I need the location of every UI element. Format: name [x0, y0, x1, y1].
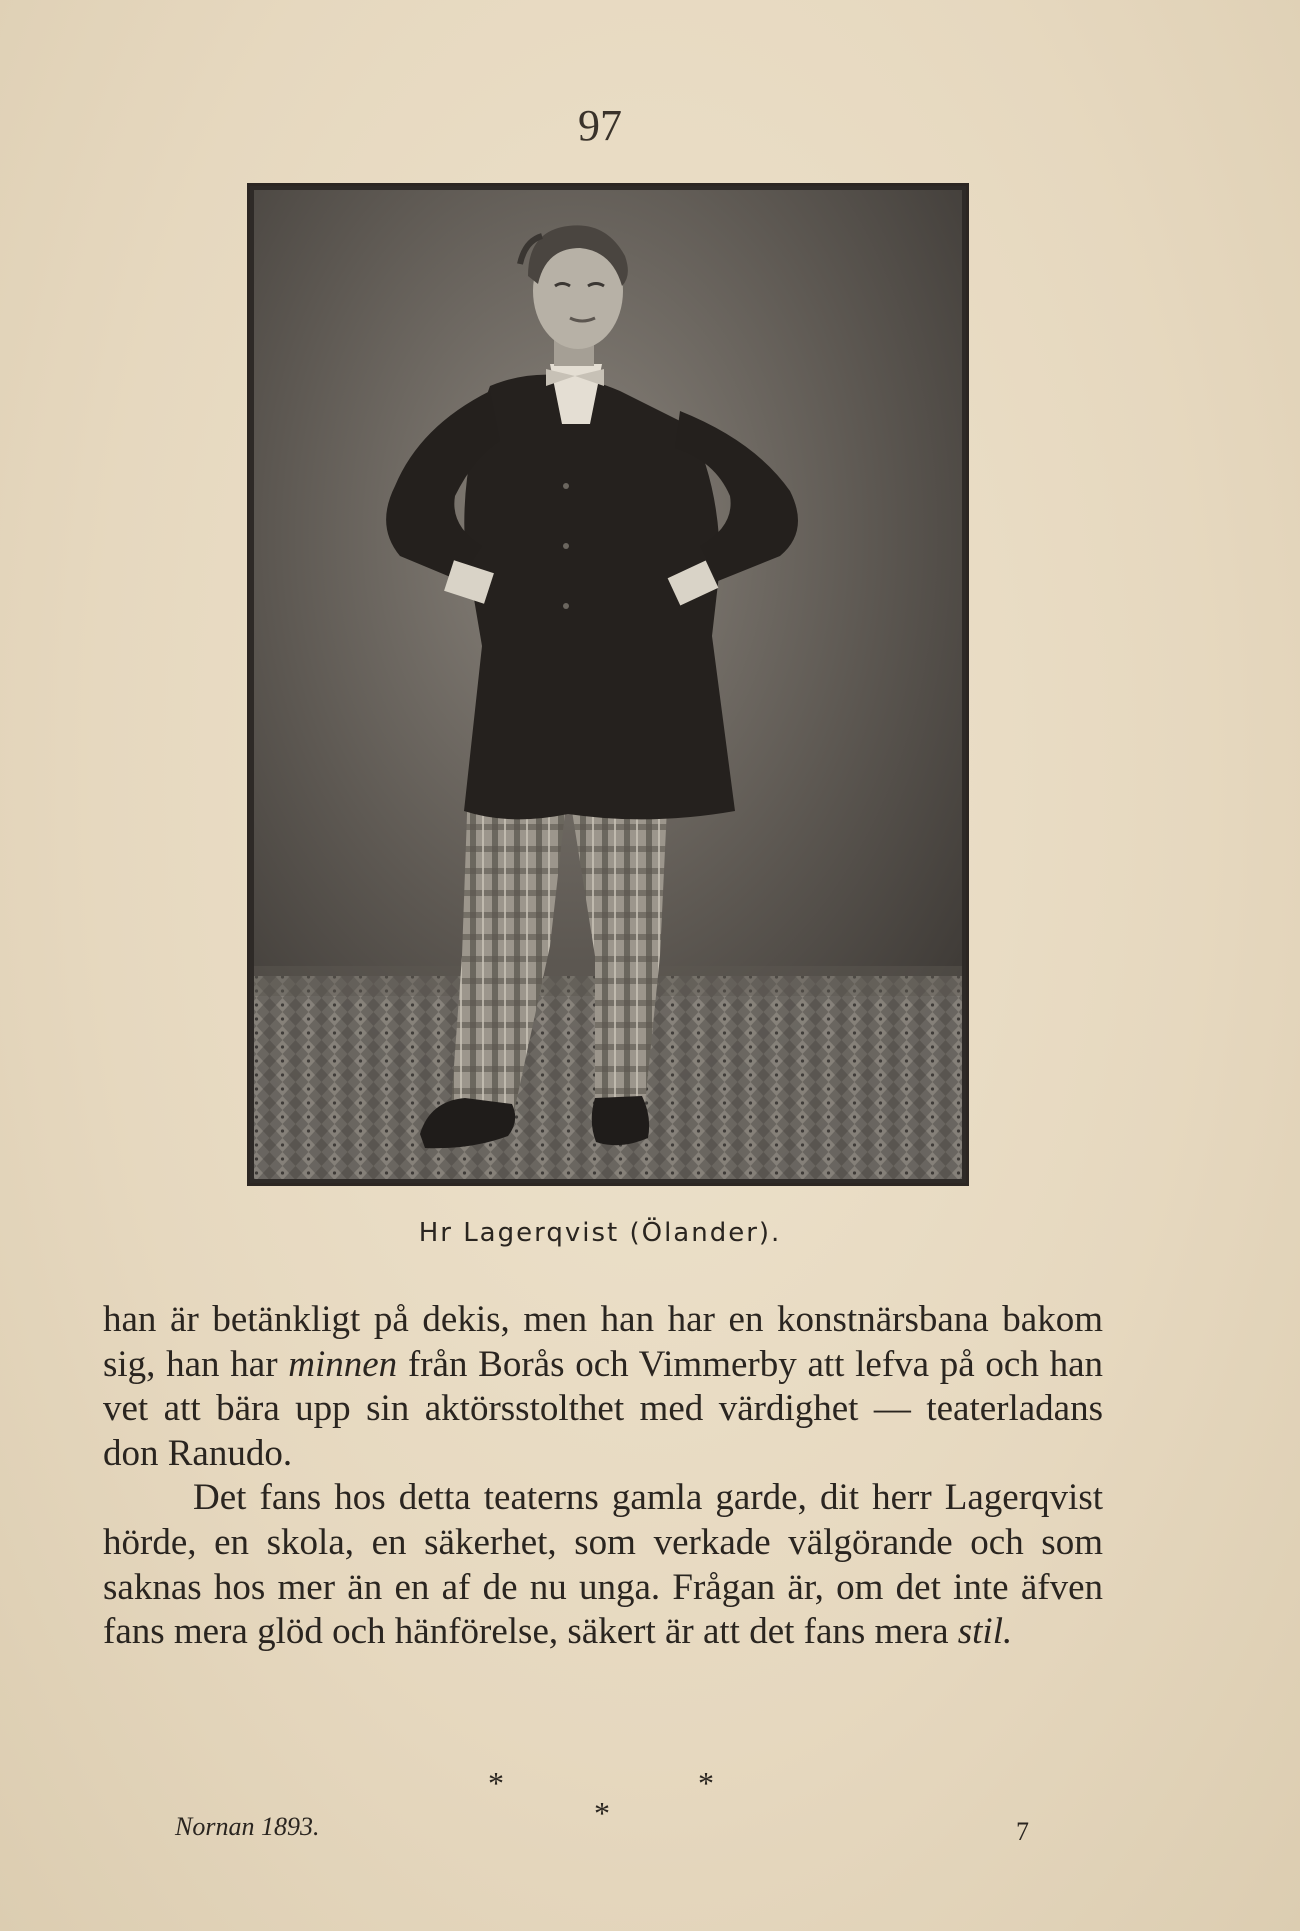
- page-number: 97: [578, 101, 622, 150]
- section-divider-asterisks: [478, 1765, 738, 1831]
- portrait-photograph: [247, 183, 969, 1186]
- paragraph-2-emphasis: stil.: [957, 1611, 1013, 1653]
- paragraph-2: [103, 1476, 1103, 1654]
- paragraph-1: [103, 1298, 1103, 1476]
- paragraph-1-text-end: från Borås och Vimmerby att lefva på och han vet att bära upp sin aktörsstolthet med värdighet — teaterladans don Ranudo.: [103, 1343, 1103, 1474]
- asterisk-right: *: [698, 1765, 714, 1801]
- asterisk-bottom: *: [594, 1795, 610, 1831]
- footer-signature-number: 7: [1016, 1817, 1029, 1846]
- body-text: [103, 1298, 1103, 1655]
- paragraph-2-text: Det fans hos detta teaterns gamla garde, dit herr Lagerqvist hörde, en skola, en säkerhet, som verkade välgörande och som saknas hos mer än en af de nu unga. Frågan är, om det inte äfven fans mera glöd och hänförelse, säkert är att det fans mera: [103, 1477, 1103, 1653]
- portrait-illustration: [250, 186, 966, 1183]
- paragraph-1-text: han är betänkligt på dekis, men han har en konstnärsbana bakom sig, han har: [103, 1299, 1103, 1385]
- footer-publication: Nornan 1893.: [175, 1812, 320, 1841]
- photo-caption: Hr Lagerqvist (Ölander).: [418, 1218, 782, 1248]
- paragraph-1-emphasis: minnen: [288, 1343, 398, 1385]
- asterisk-left: *: [488, 1765, 504, 1801]
